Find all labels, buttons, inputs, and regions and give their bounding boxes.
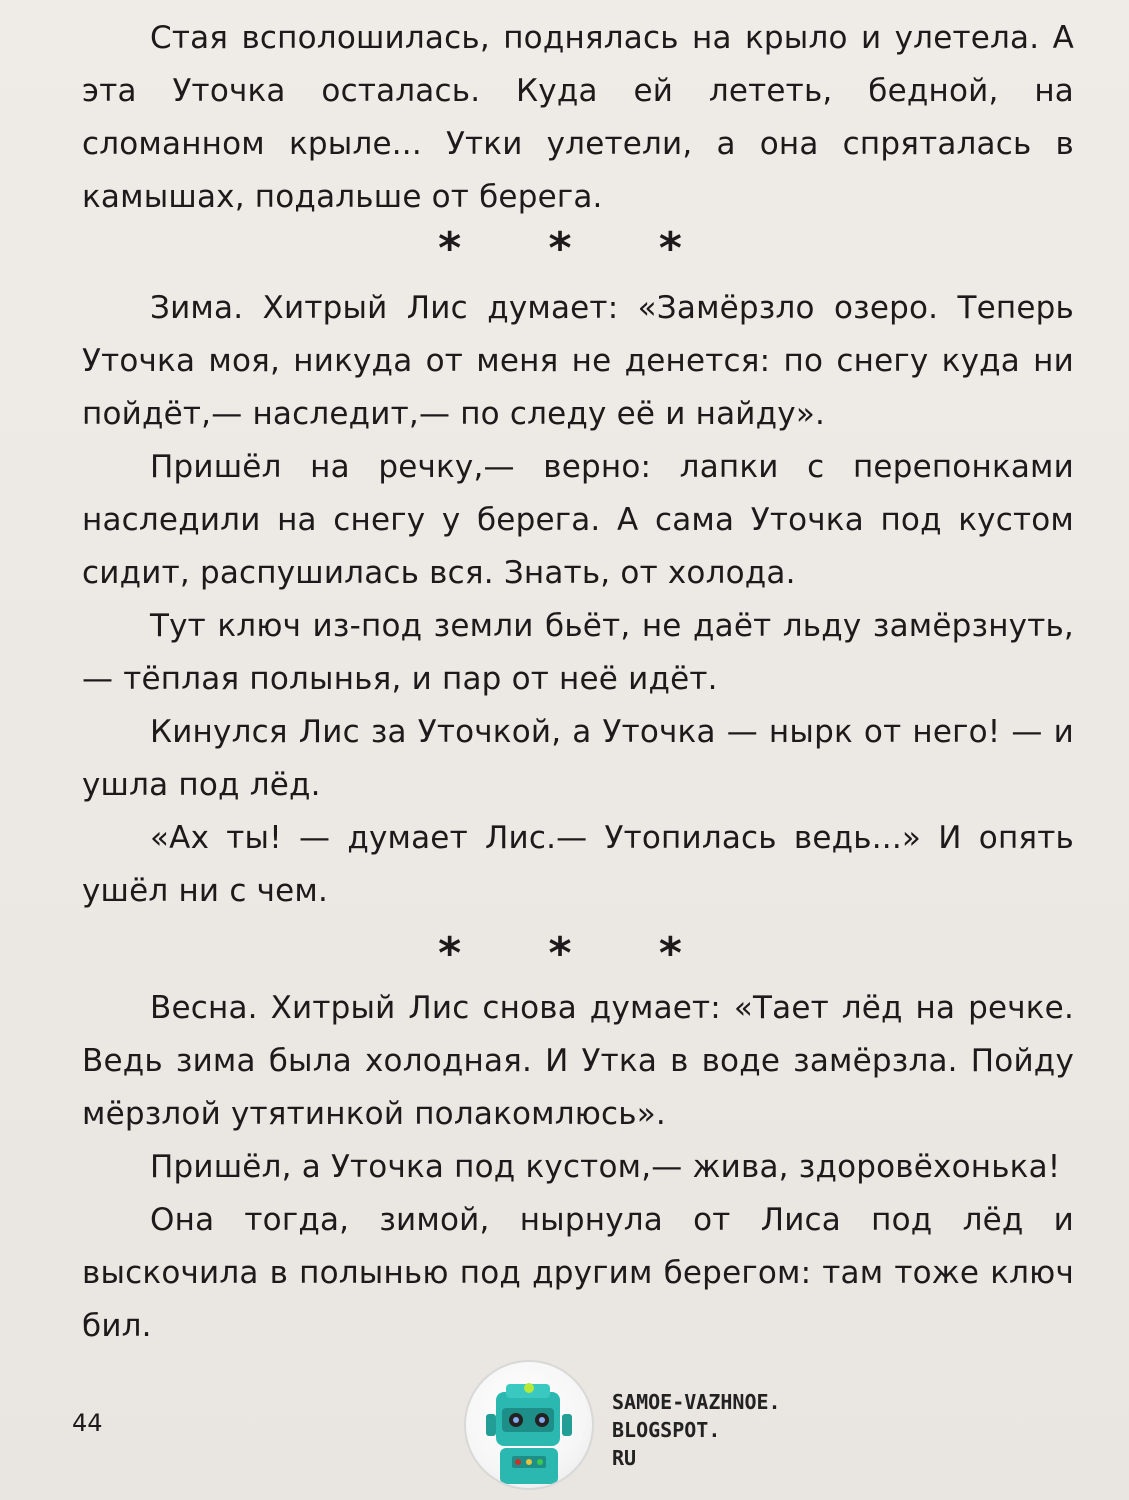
page-number: 44 — [72, 1409, 103, 1437]
watermark-line: SAMOE-VAZHNOE. — [612, 1390, 781, 1414]
paragraph: Кинулся Лис за Уточкой, а Уточка — нырк от него! — и ушла под лёд. — [82, 714, 1074, 803]
paragraph: Пришёл, а Уточка под кустом,— жива, здоровёхонька! — [150, 1149, 1061, 1185]
paragraph: Весна. Хитрый Лис снова думает: «Тает лёд на речке. Ведь зима была холодная. И Утка в воде замёрзла. Пойду мёрзлой утятинкой полакомлюсь». — [82, 990, 1074, 1132]
section-separator: * * * — [438, 928, 718, 979]
text-section-autumn — [82, 12, 1074, 224]
watermark-line: BLOGSPOT. — [612, 1418, 721, 1442]
watermark-line: RU — [612, 1446, 637, 1470]
paragraph: Зима. Хитрый Лис думает: «Замёрзло озеро. Теперь Уточка моя, никуда от меня не денется: по снегу куда ни пойдёт,— наследит,— по следу её и найду». — [82, 290, 1074, 432]
text-section-winter — [82, 282, 1074, 918]
paragraph: Тут ключ из-под земли бьёт, не даёт льду замёрзнуть,— тёплая полынья, и пар от неё идёт. — [82, 608, 1074, 697]
paragraph: Стая всполошилась, поднялась на крыло и улетела. А эта Уточка осталась. Куда ей лететь, бедной, на сломанном крыле... Утки улетели, а она спряталась в камышах, подальше от берега. — [82, 20, 1074, 215]
section-separator: * * * — [438, 223, 718, 274]
paragraph: Пришёл на речку,— верно: лапки с перепонками наследили на снегу у берега. А сама Уточка под кустом сидит, распушилась вся. Знать, от холода. — [82, 449, 1074, 591]
site-watermark — [466, 1362, 826, 1492]
text-section-spring — [82, 982, 1074, 1353]
paragraph: «Ах ты! — думает Лис.— Утопилась ведь...» И опять ушёл ни с чем. — [82, 820, 1074, 909]
robot-icon — [466, 1362, 592, 1488]
paragraph: Она тогда, зимой, нырнула от Лиса под лёд и выскочила в полынью под другим берегом: там тоже ключ бил. — [82, 1202, 1074, 1344]
watermark-text — [612, 1388, 781, 1472]
